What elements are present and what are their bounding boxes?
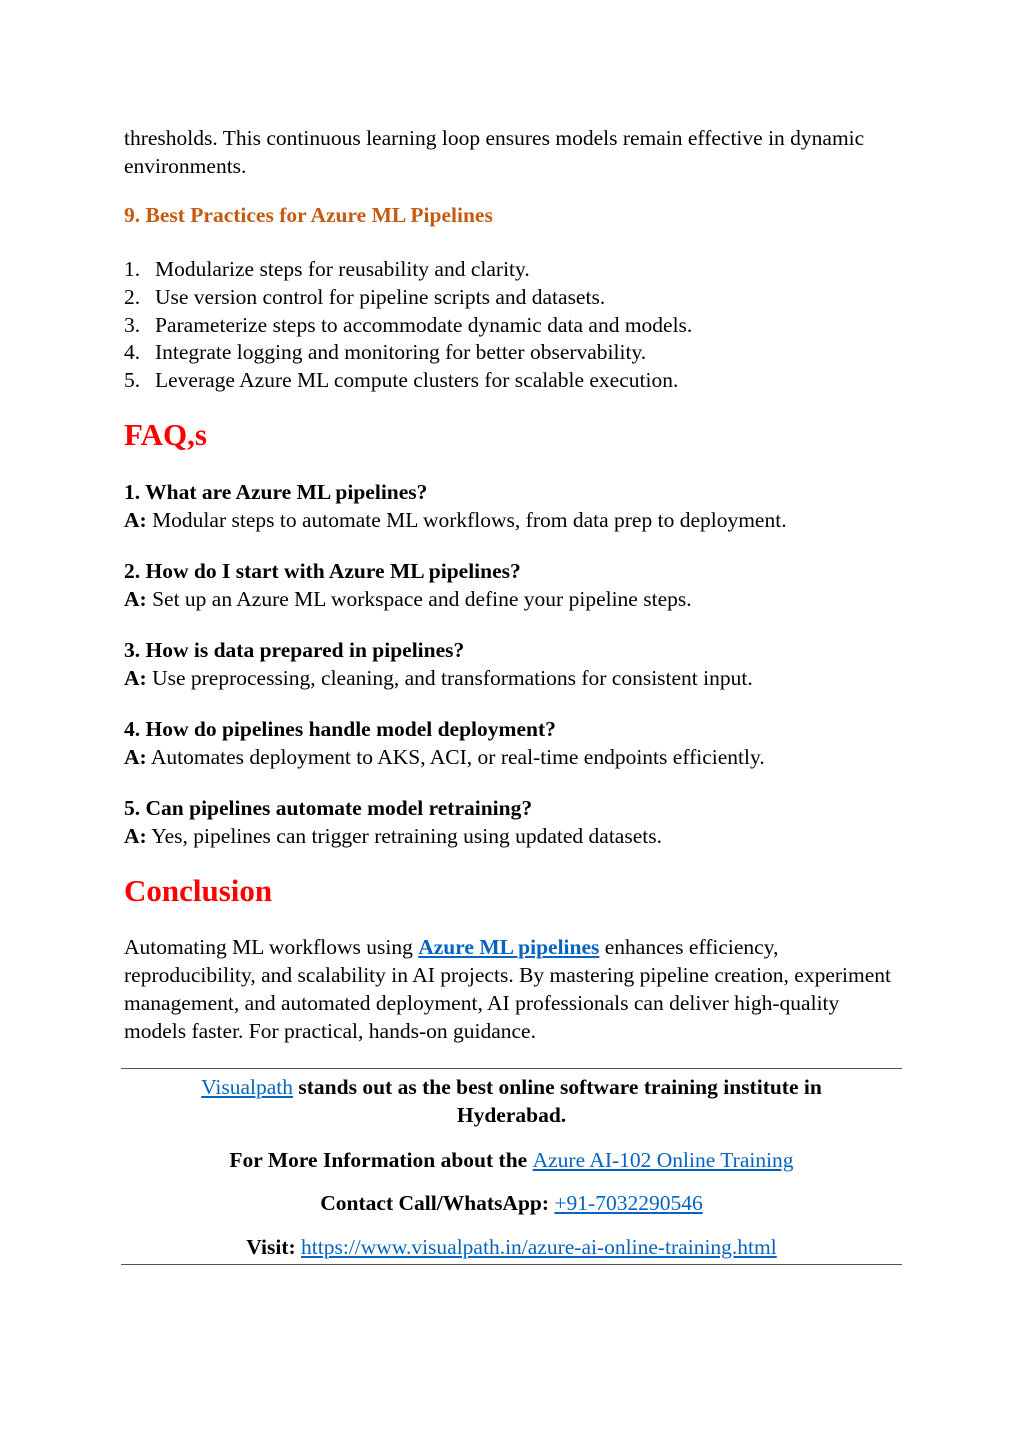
footer-tagline: Visualpath stands out as the best online software training institute in Hyderabad. <box>201 1075 822 1127</box>
faq-answer: A: Use preprocessing, cleaning, and transformations for consistent input. <box>124 666 753 690</box>
footer-more-info: For More Information about the Azure AI-102 Online Training <box>229 1148 794 1172</box>
faq-question: 4. How do pipelines handle model deployment? <box>124 717 556 741</box>
azure-ml-pipelines-link[interactable]: Azure ML pipelines <box>418 935 600 959</box>
visualpath-link[interactable]: Visualpath <box>201 1075 294 1099</box>
faq-question: 1. What are Azure ML pipelines? <box>124 480 428 504</box>
faq-answer: A: Modular steps to automate ML workflows, from data prep to deployment. <box>124 508 787 532</box>
conclusion-heading: Conclusion <box>124 873 273 908</box>
website-url-link[interactable]: https://www.visualpath.in/azure-ai-online-training.html <box>301 1235 777 1259</box>
faq-answer: A: Automates deployment to AKS, ACI, or real-time endpoints efficiently. <box>124 745 765 769</box>
footer-bottom-divider <box>121 1264 902 1265</box>
list-item: 1. Modularize steps for reusability and clarity. <box>124 257 530 281</box>
list-item: 2. Use version control for pipeline scripts and datasets. <box>124 284 606 309</box>
faq-item <box>124 794 662 850</box>
conclusion-paragraph: Automating ML workflows using Azure ML pipelines enhances efficiency, reproducibility, and scalability in AI projects. By mastering pipeline creation, experiment management, and automated deployment, AI professionals can deliver high-quality models faster. For practical, hands-on guidance. <box>124 935 892 1043</box>
faq-question: 2. How do I start with Azure ML pipelines? <box>124 559 521 583</box>
faq-item <box>124 557 692 613</box>
list-item: 5. Leverage Azure ML compute clusters for scalable execution. <box>124 368 679 393</box>
faq-answer: A: Set up an Azure ML workspace and define your pipeline steps. <box>124 587 692 611</box>
faq-answer: A: Yes, pipelines can trigger retraining using updated datasets. <box>124 824 662 848</box>
faq-item <box>124 636 753 692</box>
faq-question: 5. Can pipelines automate model retraining? <box>124 796 533 820</box>
footer-contact: Contact Call/WhatsApp: +91-7032290546 <box>320 1191 703 1215</box>
best-practices-list <box>124 256 692 395</box>
phone-link[interactable]: +91-7032290546 <box>554 1191 703 1215</box>
faq-item <box>124 478 787 534</box>
faq-heading: FAQ,s <box>124 417 207 452</box>
list-item: 4. Integrate logging and monitoring for better observability. <box>124 340 647 365</box>
list-item: 3. Parameterize steps to accommodate dynamic data and models. <box>124 312 693 337</box>
azure-ai-102-training-link[interactable]: Azure AI-102 Online Training <box>532 1148 794 1172</box>
faq-item <box>124 715 765 771</box>
intro-paragraph: thresholds. This continuous learning loop ensures models remain effective in dynamic environments. <box>124 126 865 178</box>
footer-top-divider <box>121 1068 902 1069</box>
footer-visit: Visit: https://www.visualpath.in/azure-ai-online-training.html <box>246 1235 777 1259</box>
best-practices-heading: 9. Best Practices for Azure ML Pipelines <box>124 203 493 227</box>
faq-question: 3. How is data prepared in pipelines? <box>124 638 465 662</box>
